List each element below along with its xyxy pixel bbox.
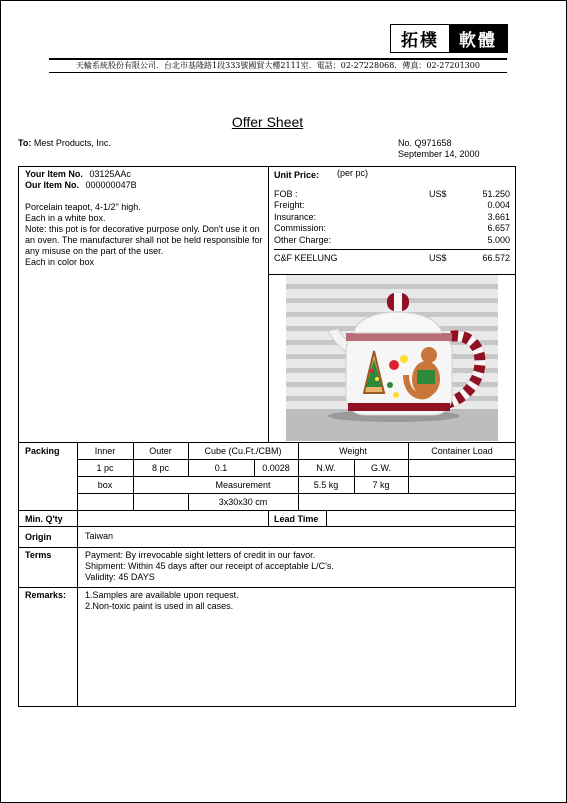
divider-terms-top (19, 547, 516, 548)
freight-label: Freight: (274, 200, 305, 210)
insurance-value: 3.661 (487, 212, 510, 222)
divider-item-price (268, 167, 269, 442)
other-charge-value: 5.000 (487, 235, 510, 245)
freight-value: 0.004 (487, 200, 510, 210)
commission-value: 6.657 (487, 223, 510, 233)
recipient-label: To: (18, 138, 32, 148)
fob-value: 51.250 (482, 189, 510, 199)
gw-value: 7 kg (372, 480, 390, 490)
measurement-value: 3x30x30 cm (218, 497, 268, 507)
insurance-label: Insurance: (274, 212, 317, 222)
recipient (18, 138, 111, 148)
payment-terms: Payment: By irrevocable sight letters of credit in our favor. (85, 550, 316, 560)
divider-cf-total (274, 249, 510, 250)
divider-label-column (77, 526, 78, 707)
nw-header: N.W. (316, 463, 336, 473)
document-title: Offer Sheet (231, 114, 304, 130)
your-item-label: Your Item No. (25, 169, 83, 179)
divider-packing-row1 (77, 459, 516, 460)
cf-value: 66.572 (482, 253, 510, 263)
document-reference (398, 138, 480, 160)
commission-label: Commission: (274, 223, 327, 233)
origin-label: Origin (25, 532, 52, 542)
description-line: Each in a white box. (25, 213, 106, 223)
weight-header: Weight (339, 446, 367, 456)
description-line: Each in color box (25, 257, 95, 267)
divider-minqty-label (77, 510, 78, 526)
company-logo (390, 24, 508, 53)
inner-header: Inner (94, 446, 116, 456)
cf-currency: US$ (429, 253, 447, 263)
container-header: Container Load (431, 446, 493, 456)
unit-price-per: (per pc) (337, 168, 369, 178)
divider-packing-top (19, 442, 516, 443)
shipment-terms: Shipment: Within 45 days after our receipt of acceptable L/C's. (85, 561, 334, 571)
outer-header: Outer (149, 446, 172, 456)
item-description (25, 202, 263, 268)
document-date: September 14, 2000 (398, 149, 480, 159)
description-note: Note: this pot is for decorative purpose only. Don't use it on an oven. The manufacturer shall not be held responsible for any misuse on the part of the user. (25, 224, 263, 256)
other-charge-label: Other Charge: (274, 235, 332, 245)
gw-header: G.W. (371, 463, 391, 473)
inner-pack: box (97, 480, 113, 490)
fob-label: FOB : (274, 189, 298, 199)
logo-right-text: 軟體 (449, 25, 507, 52)
fob-currency: US$ (429, 189, 447, 199)
remarks-label: Remarks: (25, 590, 67, 600)
company-address-line: 天輪系統股份有限公司．台北市基隆路1段333號國貿大樓2111室．電話：02-27228068．傳真：02-27201300 (76, 61, 480, 70)
cf-label: C&F KEELUNG (274, 253, 338, 263)
unit-price-label: Unit Price: (274, 170, 320, 180)
divider-origin-top (19, 526, 516, 527)
logo-left-text: 拓樸 (391, 25, 449, 52)
remark-2: 2.Non-toxic paint is used in all cases. (85, 601, 234, 611)
cuft-value: 0.1 (214, 463, 228, 473)
your-item-row (25, 169, 131, 180)
measurement-header: Measurement (215, 480, 271, 490)
our-item-value: 000000047B (85, 180, 137, 190)
divider-remarks-top (19, 587, 516, 588)
divider-packing-row3 (77, 493, 516, 494)
remark-1: 1.Samples are available upon request. (85, 590, 239, 600)
our-item-row (25, 180, 137, 191)
product-photo (286, 275, 498, 441)
offer-table (18, 166, 516, 707)
inner-qty: 1 pc (96, 463, 114, 473)
origin-value: Taiwan (85, 531, 114, 541)
cube-header: Cube (Cu.Ft./CBM) (204, 446, 282, 456)
divider-lead-value (326, 510, 327, 526)
outer-qty: 8 pc (151, 463, 169, 473)
letterhead-rule-bottom (49, 72, 507, 73)
divider-packing-row2 (77, 476, 516, 477)
packing-label: Packing (25, 446, 60, 456)
divider-minqty-lead (268, 510, 269, 526)
lead-time-label: Lead Time (274, 514, 319, 524)
our-item-label: Our Item No. (25, 180, 80, 190)
cbm-value: 0.0028 (262, 463, 290, 473)
teapot-image (286, 275, 498, 441)
min-qty-label: Min. Q'ty (25, 514, 63, 524)
validity-terms: Validity: 45 DAYS (85, 572, 155, 582)
recipient-value: Mest Products, Inc. (33, 138, 111, 148)
document-number: No. Q971658 (398, 138, 452, 148)
your-item-value: 03125AAc (89, 169, 131, 179)
description-line: Porcelain teapot, 4-1/2" high. (25, 202, 141, 212)
nw-value: 5.5 kg (313, 480, 339, 490)
terms-label: Terms (25, 550, 52, 560)
